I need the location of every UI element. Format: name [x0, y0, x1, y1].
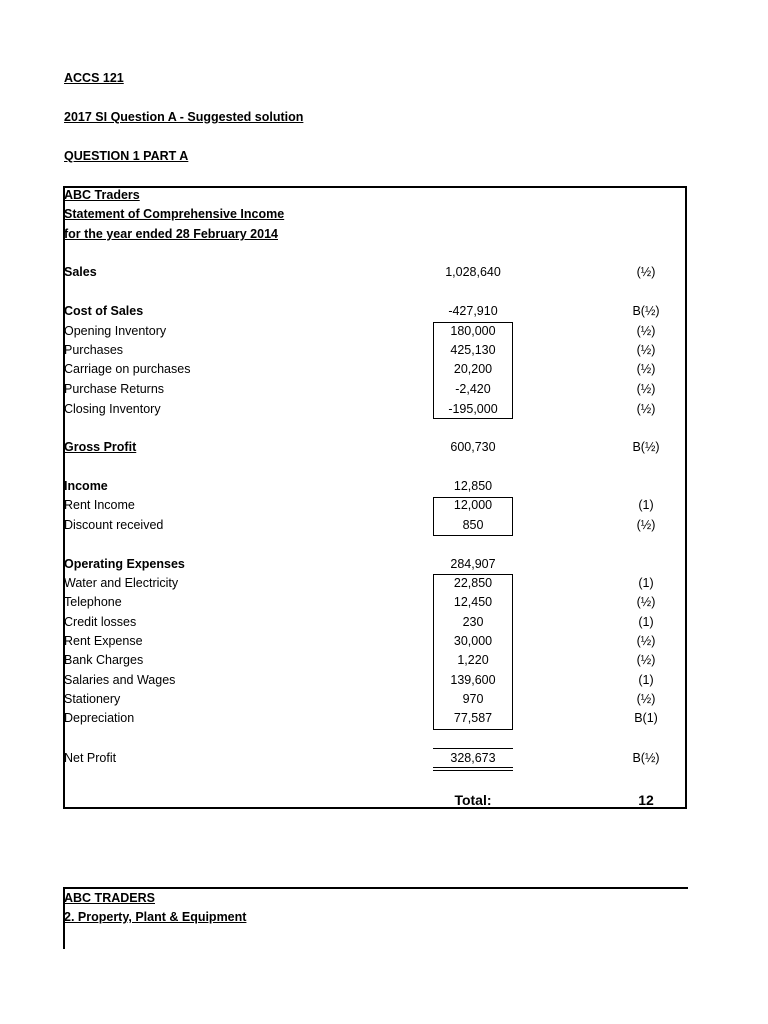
line-item-mark: (1) [638, 615, 654, 629]
income-statement-box [63, 186, 687, 809]
line-item-label: Opening Inventory [64, 324, 167, 338]
gross-profit-value: 600,730 [450, 440, 496, 454]
sales-mark: (½) [636, 265, 656, 279]
gross-profit-mark: B(½) [632, 440, 660, 454]
line-item-value: -2,420 [455, 382, 491, 396]
line-item-mark: (½) [636, 634, 656, 648]
line-item-label: Discount received [64, 518, 164, 532]
income-value: 12,850 [453, 479, 493, 493]
net-profit-label: Net Profit [64, 751, 117, 765]
net-profit-mark: B(½) [632, 751, 660, 765]
line-item-value: 12,450 [453, 595, 493, 609]
line-item-label: Bank Charges [64, 653, 144, 667]
doc-subtitle: 2017 SI Question A - Suggested solution [64, 110, 304, 124]
line-item-label: Rent Income [64, 498, 135, 512]
line-item-mark: (½) [636, 362, 656, 376]
line-item-value: 230 [462, 615, 484, 629]
line-item-value: 1,220 [457, 653, 489, 667]
line-item-mark: (½) [636, 518, 656, 532]
total-value: 12 [638, 792, 654, 808]
line-item-value: 77,587 [453, 711, 493, 725]
line-item-label: Credit losses [64, 615, 137, 629]
line-item-label: Purchases [64, 343, 124, 357]
line-item-mark: (½) [636, 343, 656, 357]
line-item-label: Depreciation [64, 711, 135, 725]
line-item-label: Stationery [64, 692, 121, 706]
operating-expenses-value: 284,907 [450, 557, 496, 571]
line-item-label: Rent Expense [64, 634, 143, 648]
sales-value: 1,028,640 [445, 265, 501, 279]
line-item-value: 22,850 [453, 576, 493, 590]
net-profit-double-rule [433, 767, 513, 771]
line-item-value: 180,000 [450, 324, 496, 338]
line-item-value: 30,000 [453, 634, 493, 648]
statement-period: for the year ended 28 February 2014 [64, 227, 278, 241]
line-item-label: Telephone [64, 595, 122, 609]
line-item-mark: (1) [638, 576, 654, 590]
line-item-value: 425,130 [450, 343, 496, 357]
line-item-value: 20,200 [453, 362, 493, 376]
line-item-label: Salaries and Wages [64, 673, 176, 687]
line-item-mark: (1) [638, 498, 654, 512]
line-item-label: Closing Inventory [64, 402, 161, 416]
net-profit-value: 328,673 [450, 751, 496, 765]
line-item-label: Water and Electricity [64, 576, 179, 590]
line-item-value: 850 [462, 518, 484, 532]
sales-label: Sales [64, 265, 97, 279]
question-heading: QUESTION 1 PART A [64, 149, 189, 163]
line-item-mark: (½) [636, 653, 656, 667]
line-item-label: Carriage on purchases [64, 362, 191, 376]
statement-title: Statement of Comprehensive Income [64, 207, 285, 221]
operating-expenses-label: Operating Expenses [64, 557, 185, 571]
line-item-mark: (½) [636, 692, 656, 706]
line-item-mark: B(1) [634, 711, 658, 725]
line-item-value: 12,000 [453, 498, 493, 512]
line-item-value: -195,000 [448, 402, 498, 416]
cost-of-sales-label: Cost of Sales [64, 304, 144, 318]
line-item-value: 139,600 [450, 673, 496, 687]
cost-of-sales-mark: B(½) [632, 304, 660, 318]
line-item-mark: (½) [636, 382, 656, 396]
course-code: ACCS 121 [64, 71, 124, 85]
line-item-value: 970 [462, 692, 484, 706]
line-item-mark: (½) [636, 595, 656, 609]
line-item-mark: (½) [636, 324, 656, 338]
net-profit-top-rule [433, 748, 513, 749]
total-label: Total: [454, 792, 492, 808]
cost-of-sales-value: -427,910 [448, 304, 498, 318]
line-item-mark: (½) [636, 402, 656, 416]
section2-title: 2. Property, Plant & Equipment [64, 910, 247, 924]
company-name: ABC Traders [64, 188, 140, 202]
section2-top-border [63, 887, 688, 889]
section2-company: ABC TRADERS [64, 891, 155, 905]
line-item-label: Purchase Returns [64, 382, 165, 396]
gross-profit-label: Gross Profit [64, 440, 137, 454]
line-item-mark: (1) [638, 673, 654, 687]
income-label: Income [64, 479, 108, 493]
